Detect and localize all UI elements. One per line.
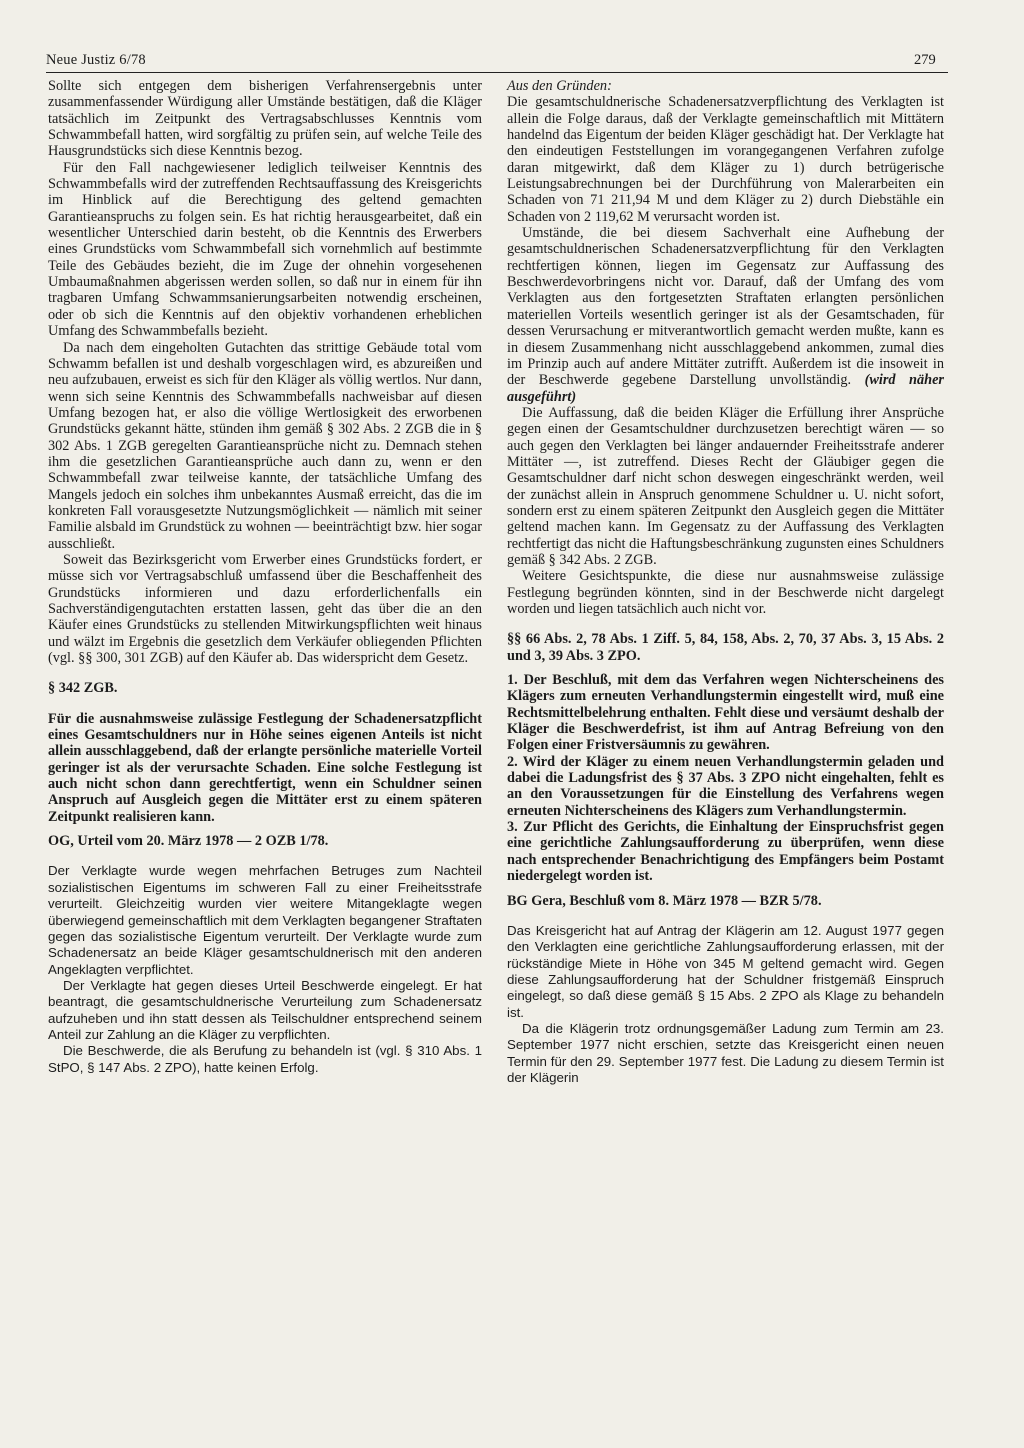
left-column	[48, 78, 482, 1076]
paragraph: Weitere Gesichtspunkte, die diese nur ausnahmsweise zulässige Festlegung begründen könnten, sind in der Beschwerde nicht dargelegt worden und liegen tatsächlich auch nicht vor.	[507, 568, 944, 617]
right-column	[507, 78, 944, 1086]
paragraph: Für den Fall nachgewiesener lediglich teilweiser Kenntnis des Schwammbefalls wird der zutreffenden Rechtsauffassung des Kreisgerichts im Hinblick auf die Berechtigung des geltend gemachten Garantieanspruchs zu folgen sein. Es hat richtig herausgearbeitet, daß ein wesentlicher Unterschied darin besteht, ob die Kenntnis des Erwerbers eines Grundstücks vom Schwammbefall sich vornehmlich auf bestimmte Teile des Gebäudes bezieht, die im Zuge der ohnehin vorgesehenen Umbaumaßnahmen abgerissen werden sollen, so daß nur in einem für ihn tragbaren Umfang Schwammsanierungsarbeiten notwendig erscheinen, oder ob sich die Kenntnis auf den objektiv vorhandenen erheblichen Umfang des Schwammbefalls bezieht.	[48, 159, 482, 340]
headnote: Für die ausnahmsweise zulässige Festlegung der Schadenersatzpflicht eines Gesamtschuldners nur in Höhe seines eigenen Anteils ist nicht allein ausschlaggebend, daß der erlangte persönliche materielle Vorteil geringer ist als der verursachte Schaden. Eine solche Festlegung ist auch nicht schon dann gerechtfertigt, wenn ein Schuldner seinen Anspruch auf Ausgleich gegen die Mittäter erst zu einem späteren Zeitpunkt realisieren kann.	[48, 710, 482, 825]
paragraph: Sollte sich entgegen dem bisherigen Verfahrensergebnis unter zusammenfassender Würdigung aller Umstände bestätigen, daß die Kläger tatsächlich im Zeitpunkt des Vertragsabschlusses Kenntnis vom Schwammbefall hatten, wird sorgfältig zu prüfen sein, auf welche Teile des Hausgrundstücks sich diese Kenntnis bezog.	[48, 78, 482, 160]
facts-paragraph: Der Verklagte wurde wegen mehrfachen Betruges zum Nachteil sozialistischen Eigentums im schweren Fall zu einer Freiheitsstrafe verurteilt. Gleichzeitig wurden vier weitere Mitangeklagte wegen überwiegend gemeinschaftlich mit dem Verklagten begangener Straftaten gegen das sozialistische Eigentum verurteilt. Der Verklagte wurde zum Schadenersatz an beide Kläger gesamtschuldnerisch mit den anderen Angeklagten verpflichtet.	[48, 863, 482, 977]
headnote-item: 3. Zur Pflicht des Gerichts, die Einhaltung der Einspruchsfrist gegen eine gerichtliche Zahlungsaufforderung zu überprüfen, wenn diese nach entsprechender Benachrichtigung des Empfängers beim Postamt niedergelegt worden ist.	[507, 819, 944, 885]
paragraph: Die Auffassung, daß die beiden Kläger die Erfüllung ihrer Ansprüche gegen einen der Gesamtschuldner durchzusetzen berechtigt wären — so auch gegen den Verklagten bei länger andauernder Freiheitsstrafe anderer Mittäter —, ist zutreffend. Dieses Recht der Gläubiger gegen die Gesamtschuldner darf nicht schon deswegen eingeschränkt werden, weil der zunächst allein in Anspruch genommene Schuldner u. U. nicht sofort, sondern erst zu einem späteren Zeitpunkt den Ausgleich gegen die Mittäter geltend machen kann. Im Gegensatz zu der Auffassung des Verklagten rechtfertigt das nicht die Haftungsbeschränkung zugunsten eines Schuldners gemäß § 342 Abs. 2 ZGB.	[507, 404, 944, 568]
paragraph: Da nach dem eingeholten Gutachten das strittige Gebäude total vom Schwamm befallen ist und deshalb vorgeschlagen wird, es abzureißen und neu aufzubauen, erweist es sich für den Kläger als völlig wertlos. Nur dann, wenn sich seine Kenntnis des Schwammbefalls nachweisbar auf diesen Umfang bezogen hat, er also die völlige Wertlosigkeit des erworbenen Grundstücks gekannt hätte, stünden ihm gemäß § 302 Abs. 2 ZGB die in § 302 Abs. 1 ZGB geregelten Garantieansprüche nicht zu. Demnach stehen ihm die gesetzlichen Garantieansprüche auch dann zu, wenn er den Schwammbefall zwar teilweise kannte, der tatsächliche Umfang des Mangels jedoch ein solches ihm unbekanntes Ausmaß erreicht, das die im konkreten Fall vorausgesetzte Nutzungsmöglichkeit — nämlich mit seiner Familie alsbald im Grundstück zu wohnen — beeinträchtigt bzw. hier sogar ausschließt.	[48, 339, 482, 552]
paragraph: Die gesamtschuldnerische Schadenersatzverpflichtung des Verklagten ist allein die Folge daraus, daß der Verklagte gemeinschaftlich mit Mittätern handelnd das Eigentum der beiden Kläger geschädigt hat. Der Verklagte hat den eindeutigen Feststellungen im vorangegangenen Verfahren zufolge daran mitgewirkt, daß dem Kläger zu 1) durch betrügerische Leistungsabrechnungen bei der Durchführung von Malerarbeiten ein Schaden von 71 211,94 M und dem Kläger zu 2) durch Diebstähle ein Schaden von 2 119,62 M verursacht worden ist.	[507, 94, 944, 225]
page-number: 279	[914, 52, 936, 68]
headnote-item: 2. Wird der Kläger zu einem neuen Verhandlungstermin geladen und dabei die Ladungsfrist des § 37 Abs. 3 ZPO nicht eingehalten, fehlt es an den Voraussetzungen für die Einstellung des Verfahrens wegen erneuten Nichterscheinens des Klägers zum Verhandlungstermin.	[507, 753, 944, 819]
paragraph	[507, 225, 944, 405]
header-rule	[46, 72, 948, 73]
journal-title: Neue Justiz 6/78	[46, 52, 146, 68]
facts-paragraph: Da die Klägerin trotz ordnungsgemäßer Ladung zum Termin am 23. September 1977 nicht erschien, setzte das Kreisgericht einen neuen Termin für den 29. September 1977 fest. Die Ladung zu diesem Termin ist der Klägerin	[507, 1020, 944, 1085]
facts-paragraph: Das Kreisgericht hat auf Antrag der Klägerin am 12. August 1977 gegen den Verklagten eine gerichtliche Zahlungsaufforderung erlassen, mit der rückständige Miete in Höhe von 345 M geltend gemacht wird. Gegen diese Zahlungsaufforderung hat der Schuldner fristgemäß Einspruch eingelegt, so daß diese gemäß § 15 Abs. 2 ZPO als Klage zu behandeln ist.	[507, 922, 944, 1020]
headnote-item: 1. Der Beschluß, mit dem das Verfahren wegen Nichterscheinens des Klägers zum erneuten Verhandlungstermin eingestellt wird, muß eine Rechtsmittelbelehrung enthalten. Fehlt diese und versäumt deshalb der Kläger die Beschwerdefrist, ist ihm auf Antrag Befreiung von den Folgen einer Fristversäumnis zu gewähren.	[507, 672, 944, 754]
section-reference: §§ 66 Abs. 2, 78 Abs. 1 Ziff. 5, 84, 158, Abs. 2, 70, 37 Abs. 3, 15 Abs. 2 und 3, 39 Abs. 3 ZPO.	[507, 631, 944, 664]
editorial-note: (wird näher ausgeführt)	[507, 372, 944, 405]
facts-paragraph: Der Verklagte hat gegen dieses Urteil Beschwerde eingelegt. Er hat beantragt, die gesamtschuldnerische Verurteilung zum Schadenersatz aufzuheben und ihn statt dessen als Teilschuldner entsprechend seinem Anteil zur Zahlung an die Kläger zu verpflichten.	[48, 977, 482, 1042]
paragraph: Soweit das Bezirksgericht vom Erwerber eines Grundstücks fordert, er müsse sich vor Vertragsabschluß umfassend über die Beschaffenheit des Grundstücks informieren und dazu erforderlichenfalls ein Sachverständigengutachten erstatten lassen, geht das über die an den Käufer eines Grundstücks zu stellenden Mitwirkungspflichten weit hinaus und wälzt im Ergebnis die gesetzlich dem Verkäufer obliegenden Pflichten (vgl. §§ 300, 301 ZGB) auf den Käufer ab. Das widerspricht dem Gesetz.	[48, 551, 482, 667]
section-reference: § 342 ZGB.	[48, 680, 118, 697]
facts-paragraph: Die Beschwerde, die als Berufung zu behandeln ist (vgl. § 310 Abs. 1 StPO, § 147 Abs. 2 ZPO), hatte keinen Erfolg.	[48, 1043, 482, 1075]
court-citation: BG Gera, Beschluß vom 8. März 1978 — BZR 5/78.	[507, 892, 822, 909]
court-citation: OG, Urteil vom 20. März 1978 — 2 OZB 1/78.	[48, 833, 329, 850]
paragraph-text: Umstände, die bei diesem Sachverhalt eine Aufhebung der gesamtschuldnerischen Schadenersatzverpflichtung für den Verklagten rechtfertigen können, liegen im Gegensatz zur Auffassung des Beschwerdevorbringens nicht vor. Darauf, daß der Umfang des vom Verklagten aus den fortgesetzten Straftaten erlangten persönlichen materiellen Vorteils wesentlich geringer ist als der Gesamtschaden, für dessen Verursachung er mitverantwortlich gemacht werden mußte, kann es in diesem Zusammenhang nicht ausschlaggebend ankommen, zumal dies im Prinzip auch auf andere Mittäter zutrifft. Außerdem ist die insoweit in der Beschwerde gegebene Darstellung unvollständig.	[507, 225, 944, 389]
reasons-heading: Aus den Gründen:	[507, 78, 612, 94]
